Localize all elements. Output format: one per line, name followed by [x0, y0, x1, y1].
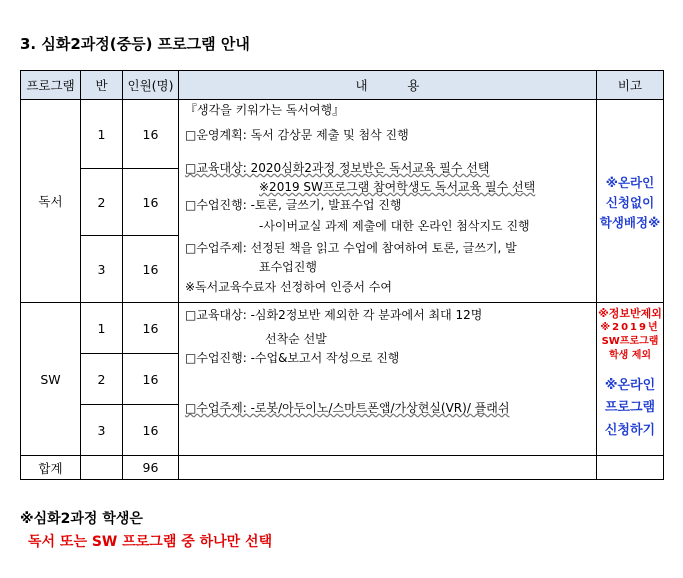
- table-row: [21, 100, 664, 169]
- sw-line: □수업주제: -로봇/아두이노/스마트폰앱/가상현실(VR)/ 플래쉬: [185, 401, 510, 415]
- count-cell: 16: [123, 169, 179, 236]
- reading-line: ※독서교육수료자 선정하여 인증서 수여: [185, 280, 392, 294]
- header-ban: 반: [81, 71, 123, 100]
- header-count: 인원(명): [123, 71, 179, 100]
- reading-line: □교육대상: 2020심화2과정 정보반은 독서교육 필수 선택: [185, 161, 490, 175]
- note-line: 신청없이: [605, 195, 655, 210]
- sw-line: □수업진행: -수업&보고서 작성으로 진행: [185, 351, 400, 365]
- reading-line: 『생각을 키워가는 독서여행』: [185, 103, 345, 117]
- note-line: SW프로그램: [601, 336, 659, 347]
- reading-line: 표수업진행: [259, 260, 317, 274]
- note-line: 학생 제외: [608, 350, 652, 361]
- ban-cell: 2: [81, 169, 123, 236]
- note-line: 학생배정※: [599, 215, 661, 230]
- total-row: [21, 456, 664, 480]
- program-sw: SW: [21, 303, 81, 456]
- count-cell: 16: [123, 405, 179, 456]
- ban-cell: 3: [81, 405, 123, 456]
- sw-note: [597, 303, 664, 456]
- total-label: 합계: [21, 456, 81, 480]
- reading-line: ※2019 SW프로그램 참여학생도 독서교육 필수 선택: [259, 180, 536, 194]
- total-count: 96: [123, 456, 179, 480]
- ban-cell: 1: [81, 100, 123, 169]
- header-row: [21, 71, 664, 100]
- reading-line: □수업진행: -토론, 글쓰기, 발표수업 진행: [185, 198, 402, 212]
- sw-content: [179, 303, 597, 456]
- note-line: ※온라인: [604, 378, 656, 393]
- ban-cell: 2: [81, 354, 123, 405]
- count-cell: 16: [123, 100, 179, 169]
- note-line: 프로그램: [604, 400, 656, 415]
- program-table: [20, 70, 664, 480]
- program-reading: 독서: [21, 100, 81, 303]
- count-cell: 16: [123, 303, 179, 354]
- note-line: 신청하기: [604, 423, 656, 438]
- header-content: 내 용: [179, 71, 597, 100]
- ban-cell: 3: [81, 236, 123, 303]
- header-program: 프로그램: [21, 71, 81, 100]
- footer-note: ※심화2과정 학생은: [20, 511, 143, 527]
- page-title: 3. 심화2과정(중등) 프로그램 안내: [20, 35, 250, 53]
- count-cell: 16: [123, 354, 179, 405]
- footer-warning: 독서 또는 SW 프로그램 중 하나만 선택: [28, 534, 273, 550]
- sw-line: 선착순 선발: [265, 332, 327, 346]
- sw-line: □교육대상: -심화2정보반 제외한 각 분과에서 최대 12명: [185, 308, 483, 322]
- reading-line: □운영계획: 독서 감상문 제출 및 첨삭 진행: [185, 128, 409, 142]
- header-note: 비고: [597, 71, 664, 100]
- table-row: [21, 303, 664, 354]
- note-line: ※온라인: [605, 175, 655, 190]
- reading-content: [179, 100, 597, 303]
- reading-line: -사이버교실 과제 제출에 대한 온라인 첨삭지도 진행: [259, 219, 530, 233]
- note-line: ※2019년: [600, 322, 660, 333]
- ban-cell: 1: [81, 303, 123, 354]
- count-cell: 16: [123, 236, 179, 303]
- reading-note: [597, 100, 664, 303]
- reading-line: □수업주제: 선정된 책을 읽고 수업에 참여하여 토론, 글쓰기, 발: [185, 241, 517, 255]
- note-line: ※정보반제외: [598, 307, 662, 320]
